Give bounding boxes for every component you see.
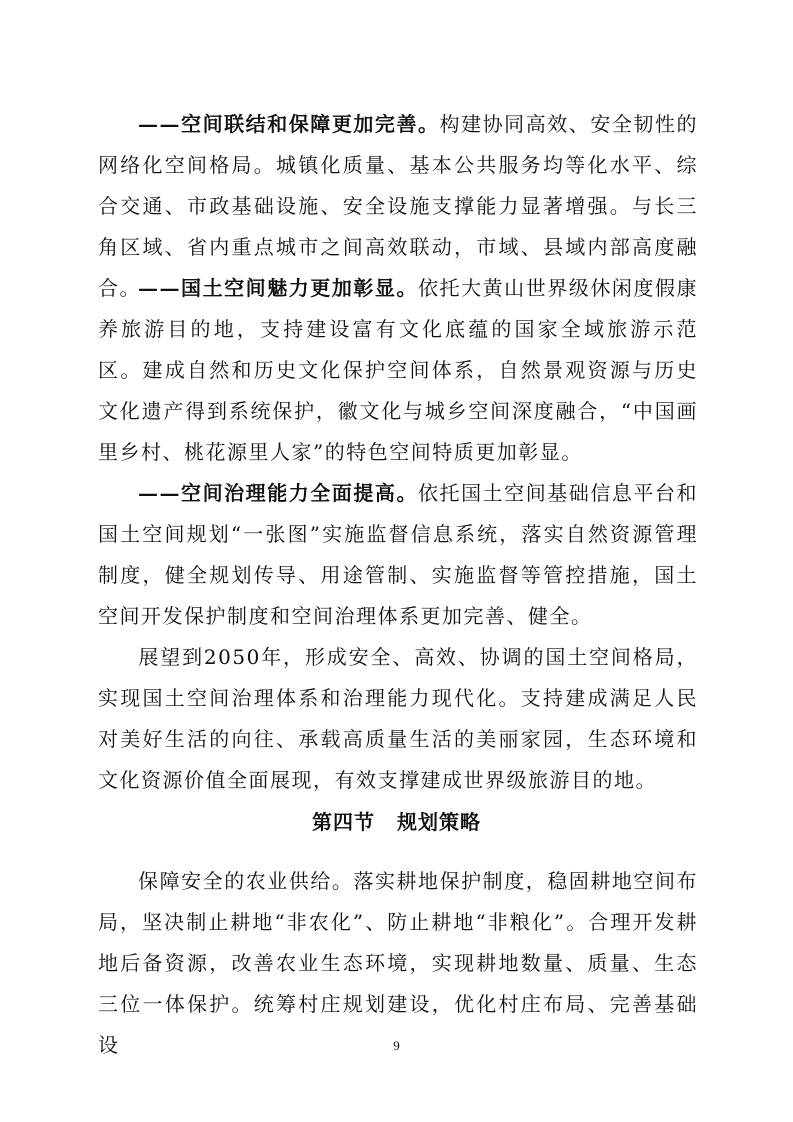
section-title: 规划策略 [397,810,481,834]
paragraph-lead: ——国土空间魅力更加彰显。 [138,276,418,300]
page-number: 9 [393,1038,400,1053]
paragraph-lead: 保障安全的农业供给。 [138,869,354,893]
paragraph-body: 展望到2050年，形成安全、高效、协调的国土空间格局，实现国土空间治理体系和治理能力现代化。支持建成满足人民对美好生活的向往、承载高质量生活的美丽家园，生态环境和文化资源价值全面展现，有效支撑建成世界级旅游目的地。 [98,645,698,792]
paragraph-agriculture [98,861,698,1066]
paragraph-spatial-charm [98,268,698,473]
paragraph-body: 依托国土空间基础信息平台和国土空间规划“一张图”实施监督信息系统，落实自然资源管理制度，健全规划传导、用途管制、实施监督等管控措施，国土空间开发保护制度和空间治理体系更加完善、健全。 [98,481,698,628]
paragraph-governance [98,473,698,637]
paragraph-lead: ——空间联结和保障更加完善。 [138,112,440,136]
paragraph-lead: ——空间治理能力全面提高。 [138,481,418,505]
paragraph-body: 落实耕地保护制度，稳固耕地空间布局，坚决制止耕地“非农化”、防止耕地“非粮化”。合理开发耕地后备资源，改善农业生态环境，实现耕地数量、质量、生态三位一体保护。统筹村庄规划建设，优化村庄布局、完善基础设 [98,869,699,1057]
paragraph-outlook-2050 [98,637,698,801]
paragraph-body: 依托大黄山世界级休闲度假康养旅游目的地，支持建设富有文化底蕴的国家全域旅游示范区。建成自然和历史文化保护空间体系，自然景观资源与历史文化遗产得到系统保护，徽文化与城乡空间深度融合，“中国画里乡村、桃花源里人家”的特色空间特质更加彰显。 [98,276,698,464]
section-number: 第四节 [312,810,375,834]
section-heading [0,806,793,835]
paragraph-body: 构建协同高效、安全韧性的网络化空间格局。城镇化质量、基本公共服务均等化水平、综合交通、市政基础设施、安全设施支撑能力显著增强。与长三角区域、省内重点城市之间高效联动，市域、县域内部高度融合。 [98,112,699,300]
